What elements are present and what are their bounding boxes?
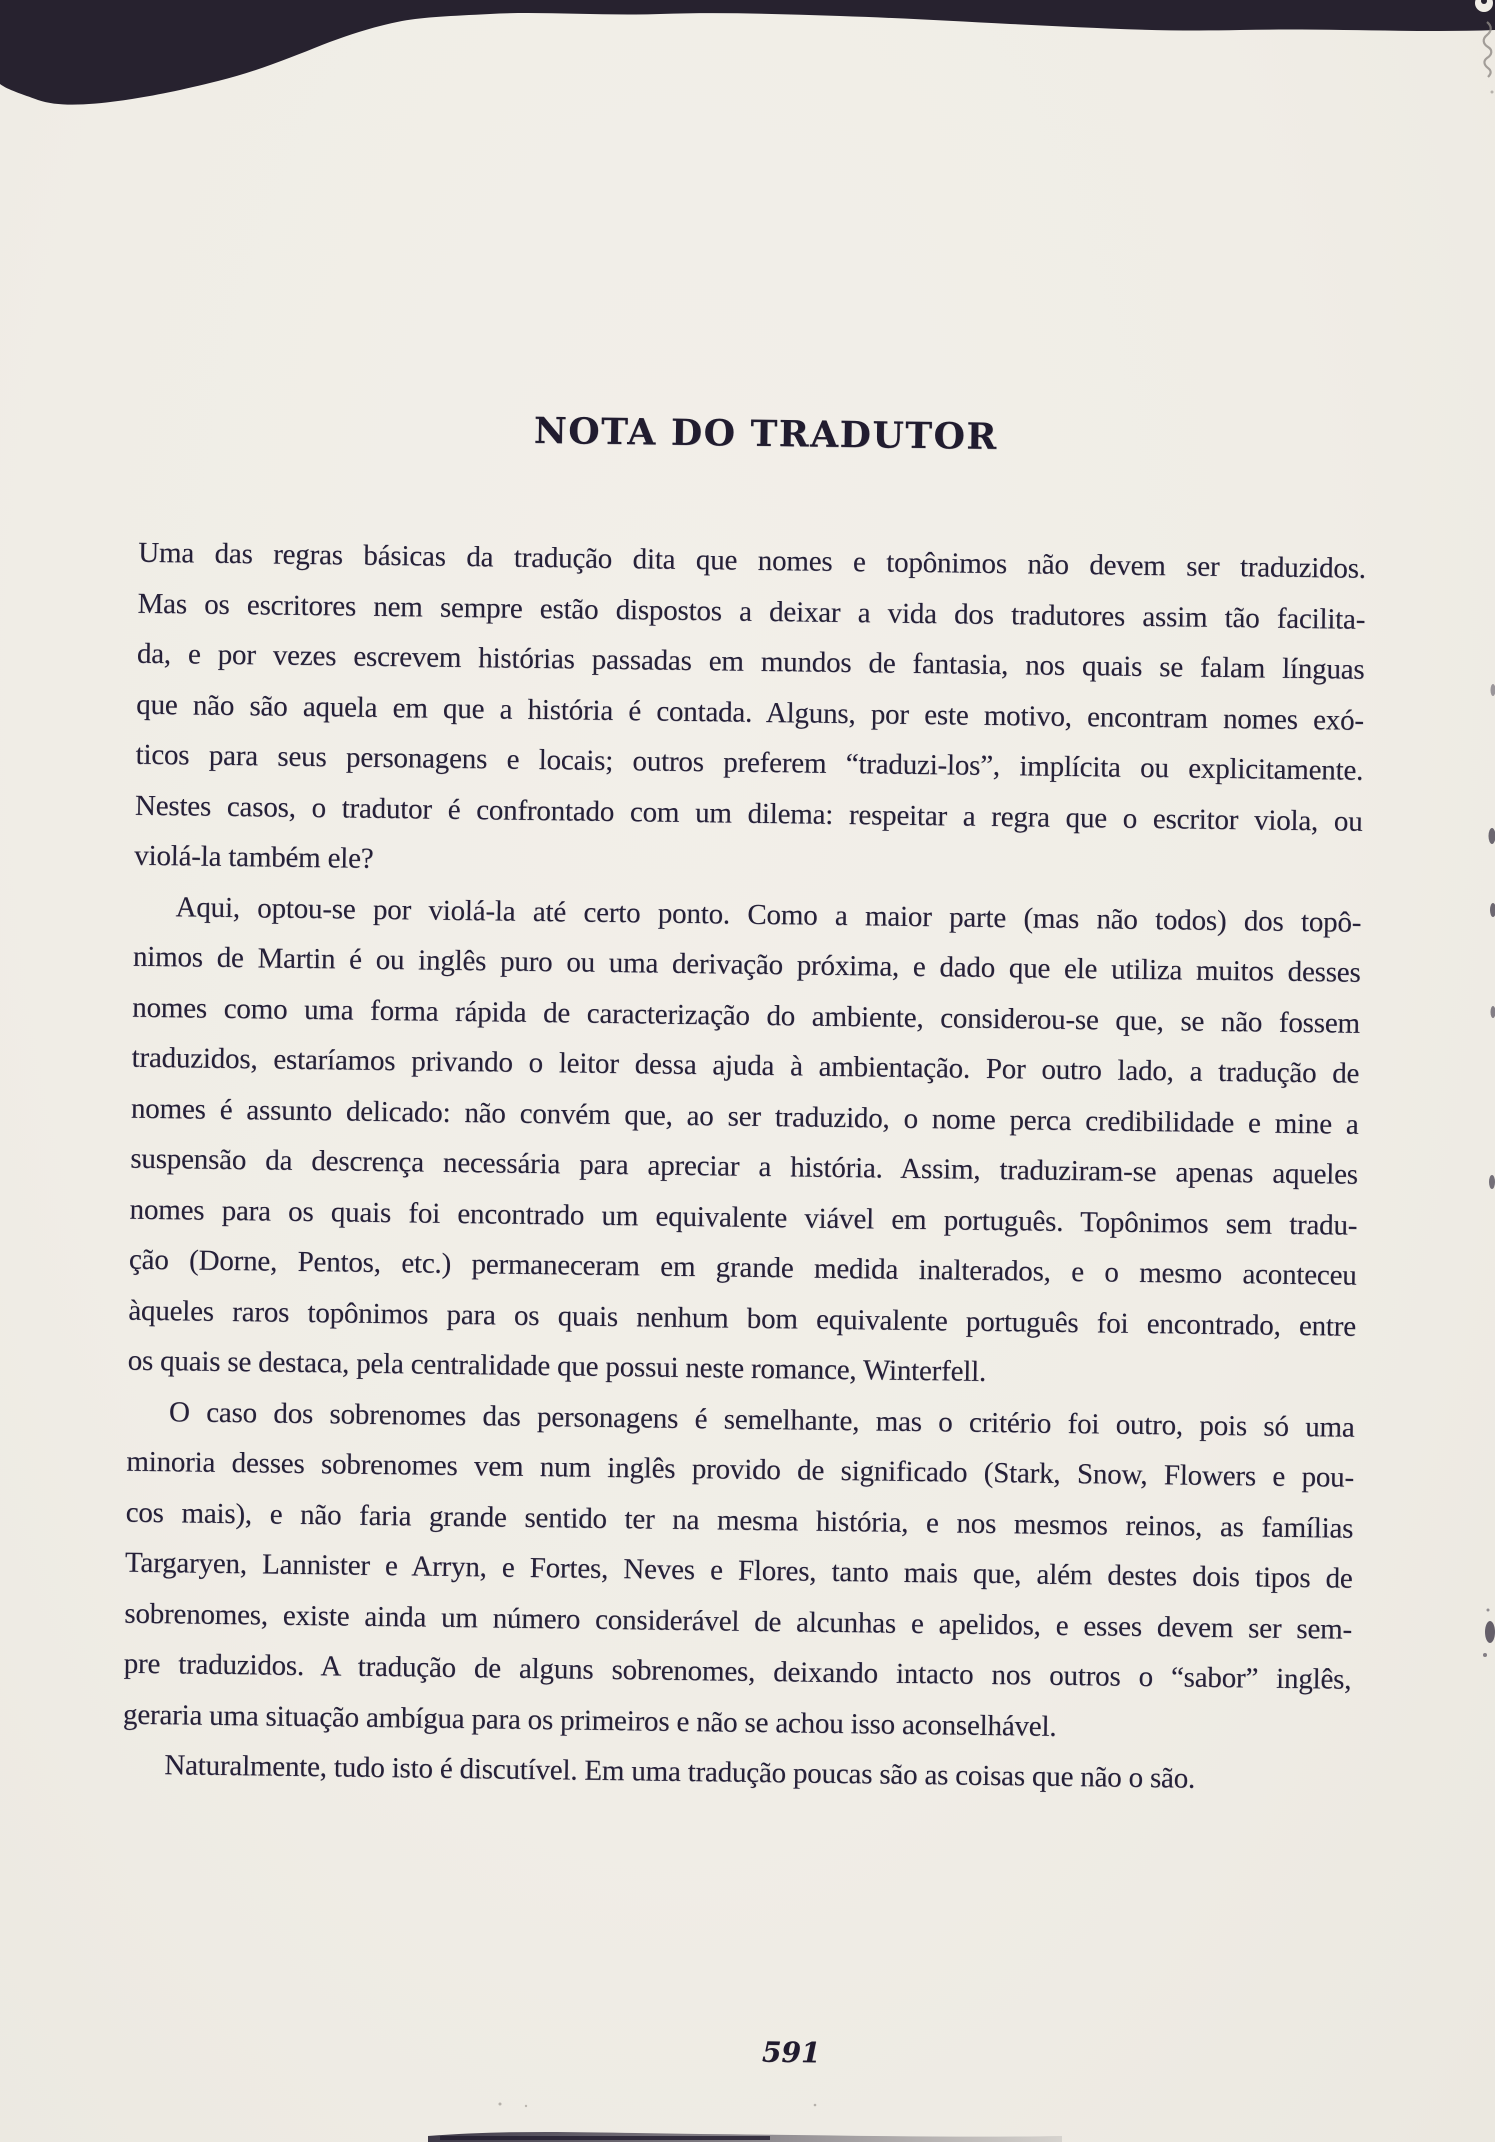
text-line: pre traduzidos. A tradução de alguns sobrenomes, deixando intacto nos outros o “sabor” inglês, xyxy=(123,1647,1352,1696)
text-line: que não são aquela em que a história é contada. Alguns, por este motivo, encontram nomes exó- xyxy=(136,688,1365,737)
text-line: suspensão da descrença necessária para apreciar a história. Assim, traduziram-se apenas aqueles xyxy=(130,1142,1359,1191)
scan-speck xyxy=(1487,1609,1490,1612)
text-line: cos mais), e não faria grande sentido ter na mesma história, e nos mesmos reinos, as famílias xyxy=(125,1496,1354,1545)
page-title: NOTA DO TRADUTOR xyxy=(533,409,999,458)
text-line: nomes é assunto delicado: não convém que, ao ser traduzido, o nome perca credibilidade e mine a xyxy=(130,1092,1359,1141)
text-line: os quais se destaca, pela centralidade que possui neste romance, Winterfell. xyxy=(127,1344,987,1388)
text-line: Aqui, optou-se por violá-la até certo ponto. Como a maior parte (mas não todos) dos topô- xyxy=(175,890,1362,939)
page-corner-notch-dot xyxy=(1481,0,1487,4)
scan-speck xyxy=(1491,91,1494,94)
page-content xyxy=(122,0,1373,1806)
text-line: minoria desses sobrenomes vem num inglês provido de significado (Stark, Snow, Flowers e pou- xyxy=(126,1445,1355,1494)
opposite-page-text-artifact xyxy=(1484,22,1492,77)
text-line: Targaryen, Lannister e Arryn, e Fortes, Neves e Flores, tanto mais que, além destes dois tipos de xyxy=(124,1546,1353,1595)
scan-speck xyxy=(1491,684,1495,696)
scan-speck xyxy=(525,2105,527,2107)
body-text xyxy=(122,528,1366,1806)
page-number: 591 xyxy=(761,2035,821,2070)
text-line: àqueles raros topônimos para os quais nenhum bom equivalente português foi encontrado, entre xyxy=(128,1294,1357,1343)
text-line: geraria uma situação ambígua para os primeiros e não se achou isso aconselhável. xyxy=(122,1698,1057,1743)
page-corner-notch xyxy=(1475,0,1493,12)
text-line: nimos de Martin é ou inglês puro ou uma derivação próxima, e dado que ele utiliza muitos desses xyxy=(132,940,1361,989)
scan-speck xyxy=(1489,1175,1495,1189)
text-line: nomes como uma forma rápida de caracterização do ambiente, considerou-se que, se não fossem xyxy=(132,991,1361,1040)
scan-speck xyxy=(1491,1006,1495,1018)
text-line: sobrenomes, existe ainda um número considerável de alcunhas e apelidos, e esses devem ser sem- xyxy=(124,1597,1353,1646)
text-line: ticos para seus personagens e locais; outros preferem “traduzi-los”, implícita ou explicitamente. xyxy=(135,738,1364,787)
scan-smudge-bottom xyxy=(428,2132,1062,2142)
text-line: Nestes casos, o tradutor é confrontado com um dilema: respeitar a regra que o escritor viola, ou xyxy=(134,789,1363,838)
scan-speck xyxy=(814,2104,817,2107)
scan-speck xyxy=(499,2103,502,2106)
text-line: ção (Dorne, Pentos, etc.) permaneceram em grande medida inalterados, e o mesmo aconteceu xyxy=(128,1243,1357,1292)
text-line: traduzidos, estaríamos privando o leitor dessa ajuda à ambientação. Por outro lado, a tradução de xyxy=(131,1041,1360,1090)
text-line: nomes para os quais foi encontrado um equivalente viável em português. Topônimos sem tradu- xyxy=(129,1193,1358,1242)
text-line: Mas os escritores nem sempre estão dispostos a deixar a vida dos tradutores assim tão facilita- xyxy=(137,587,1366,636)
scan-speck xyxy=(1490,903,1495,917)
text-line: Naturalmente, tudo isto é discutível. Em uma tradução poucas são as coisas que não o são. xyxy=(164,1749,1196,1795)
scan-speck xyxy=(1489,828,1495,844)
scan-speck xyxy=(1483,1653,1487,1657)
text-line: Uma das regras básicas da tradução dita que nomes e topônimos não devem ser traduzidos. xyxy=(138,536,1367,585)
text-line: da, e por vezes escrevem histórias passadas em mundos de fantasia, nos quais se falam línguas xyxy=(136,637,1365,686)
scan-speck xyxy=(1485,1621,1495,1643)
text-line: violá-la também ele? xyxy=(134,839,374,875)
text-line: O caso dos sobrenomes das personagens é semelhante, mas o critério foi outro, pois só uma xyxy=(168,1395,1355,1444)
